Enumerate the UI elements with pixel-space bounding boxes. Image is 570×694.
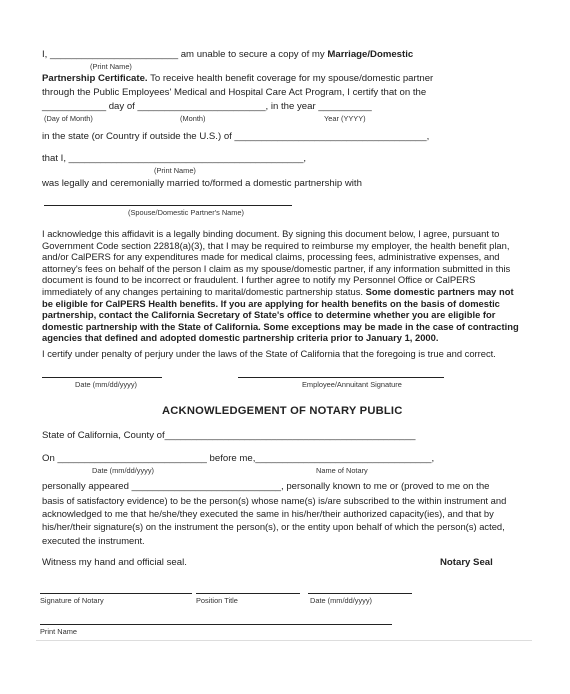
witness-line: Witness my hand and official seal.	[42, 557, 187, 568]
notary-title: ACKNOWLEDGEMENT OF NOTARY PUBLIC	[162, 405, 403, 417]
caption-year: Year (YYYY)	[324, 114, 366, 123]
notary-on-line: On ____________________________ before me,_________________________________,	[42, 453, 435, 464]
caption-print-name-2: (Print Name)	[154, 166, 196, 175]
notary-seal-label: Notary Seal	[440, 557, 493, 568]
page-bottom-divider	[36, 640, 532, 641]
partnership-cert-bold: Partnership Certificate.	[42, 73, 148, 84]
notary-body: basis of satisfactory evidence) to be the person(s) whose name(s) is/are subscribed to the within instrument and acknowledged to me that he/she/they executed the same in his/her/their authorized capacity(ies), and that by his/her/their signature(s) on the instrument the person(s), or the entity upon behalf of which the person(s) acted, executed the instrument.	[42, 495, 507, 546]
date-rule-1[interactable]	[42, 377, 162, 378]
state-line: in the state (or Country if outside the U.S.) of ____________________________________,	[42, 131, 430, 142]
intro-bold: Marriage/Domestic	[327, 49, 414, 60]
caption-notary-name: Name of Notary	[316, 466, 368, 475]
personally-appeared-line: personally appeared ____________________________, personally known to me or (proved to me on the	[42, 481, 490, 492]
affidavit-normal-text: I acknowledge this affidavit is a legally binding document. By signing this document below, I agree, pursuant to Government Code section 22818(a)(3), that I may be required to reimburse my employer, the health benefit plan, and/or CalPERS for any expenditures made for medical claims, processing fees, administrative expenses, and attorney's fees on behalf of the person I claim as my spouse/domestic partner, if any information submitted in this document is found to be incorrect or fraudulent. I further agree to notify my Personnel Office or CalPERS immediately of any changes pertaining to marital/domestic partnership status.	[42, 228, 511, 297]
caption-date-1: Date (mm/dd/yyyy)	[75, 380, 138, 389]
caption-day: (Day of Month)	[44, 114, 93, 123]
caption-spouse: (Spouse/Domestic Partner's Name)	[128, 208, 245, 217]
notary-state-line: State of California, County of_______________________________________________	[42, 430, 416, 441]
caption-employee-signature: Employee/Annuitant Signature	[302, 380, 402, 389]
caption-print-name-1: (Print Name)	[90, 62, 132, 71]
caption-print-name-3: Print Name	[40, 627, 77, 636]
affidavit-paragraph	[42, 228, 522, 344]
notary-signature-rule[interactable]	[40, 593, 192, 594]
spouse-name-rule[interactable]	[44, 205, 292, 206]
certify-statement: I certify under penalty of perjury under the laws of the State of California that the foregoing is true and correct.	[42, 348, 496, 359]
print-name-rule[interactable]	[40, 624, 392, 625]
caption-date-3: Date (mm/dd/yyyy)	[310, 596, 373, 605]
employee-signature-rule[interactable]	[238, 377, 444, 378]
married-line: was legally and ceremonially married to/formed a domestic partnership with	[42, 178, 362, 189]
caption-date-2: Date (mm/dd/yyyy)	[92, 466, 155, 475]
intro-line-1	[42, 49, 413, 61]
caption-position-title: Position Title	[196, 596, 238, 605]
caption-month: (Month)	[180, 114, 206, 123]
caption-signature-notary: Signature of Notary	[40, 596, 104, 605]
date-rule-3[interactable]	[308, 593, 412, 594]
intro-line-3: through the Public Employees' Medical and Hospital Care Act Program, I certify that on the	[42, 87, 427, 98]
intro-line-2	[42, 73, 433, 85]
position-title-rule[interactable]	[196, 593, 300, 594]
date-line: ____________ day of ________________________, in the year __________	[42, 101, 372, 112]
intro-text: I, ________________________ am unable to secure a copy of my	[42, 49, 328, 60]
that-i-line: that I, ____________________________________________,	[42, 153, 307, 164]
partnership-text: To receive health benefit coverage for my spouse/domestic partner	[147, 73, 434, 84]
affidavit-bold-text: Some domestic partners may not be eligible for CalPERS Health benefits. If you are applying for health benefits on the basis of domestic partnership, contact the California Secretary of State's office to determine whether you are eligible for domestic partnership with the State of California. Some exceptions may be made in the case of contracting agencies that defined and adopted domestic partnership criteria prior to January 1, 2000.	[42, 285, 519, 344]
